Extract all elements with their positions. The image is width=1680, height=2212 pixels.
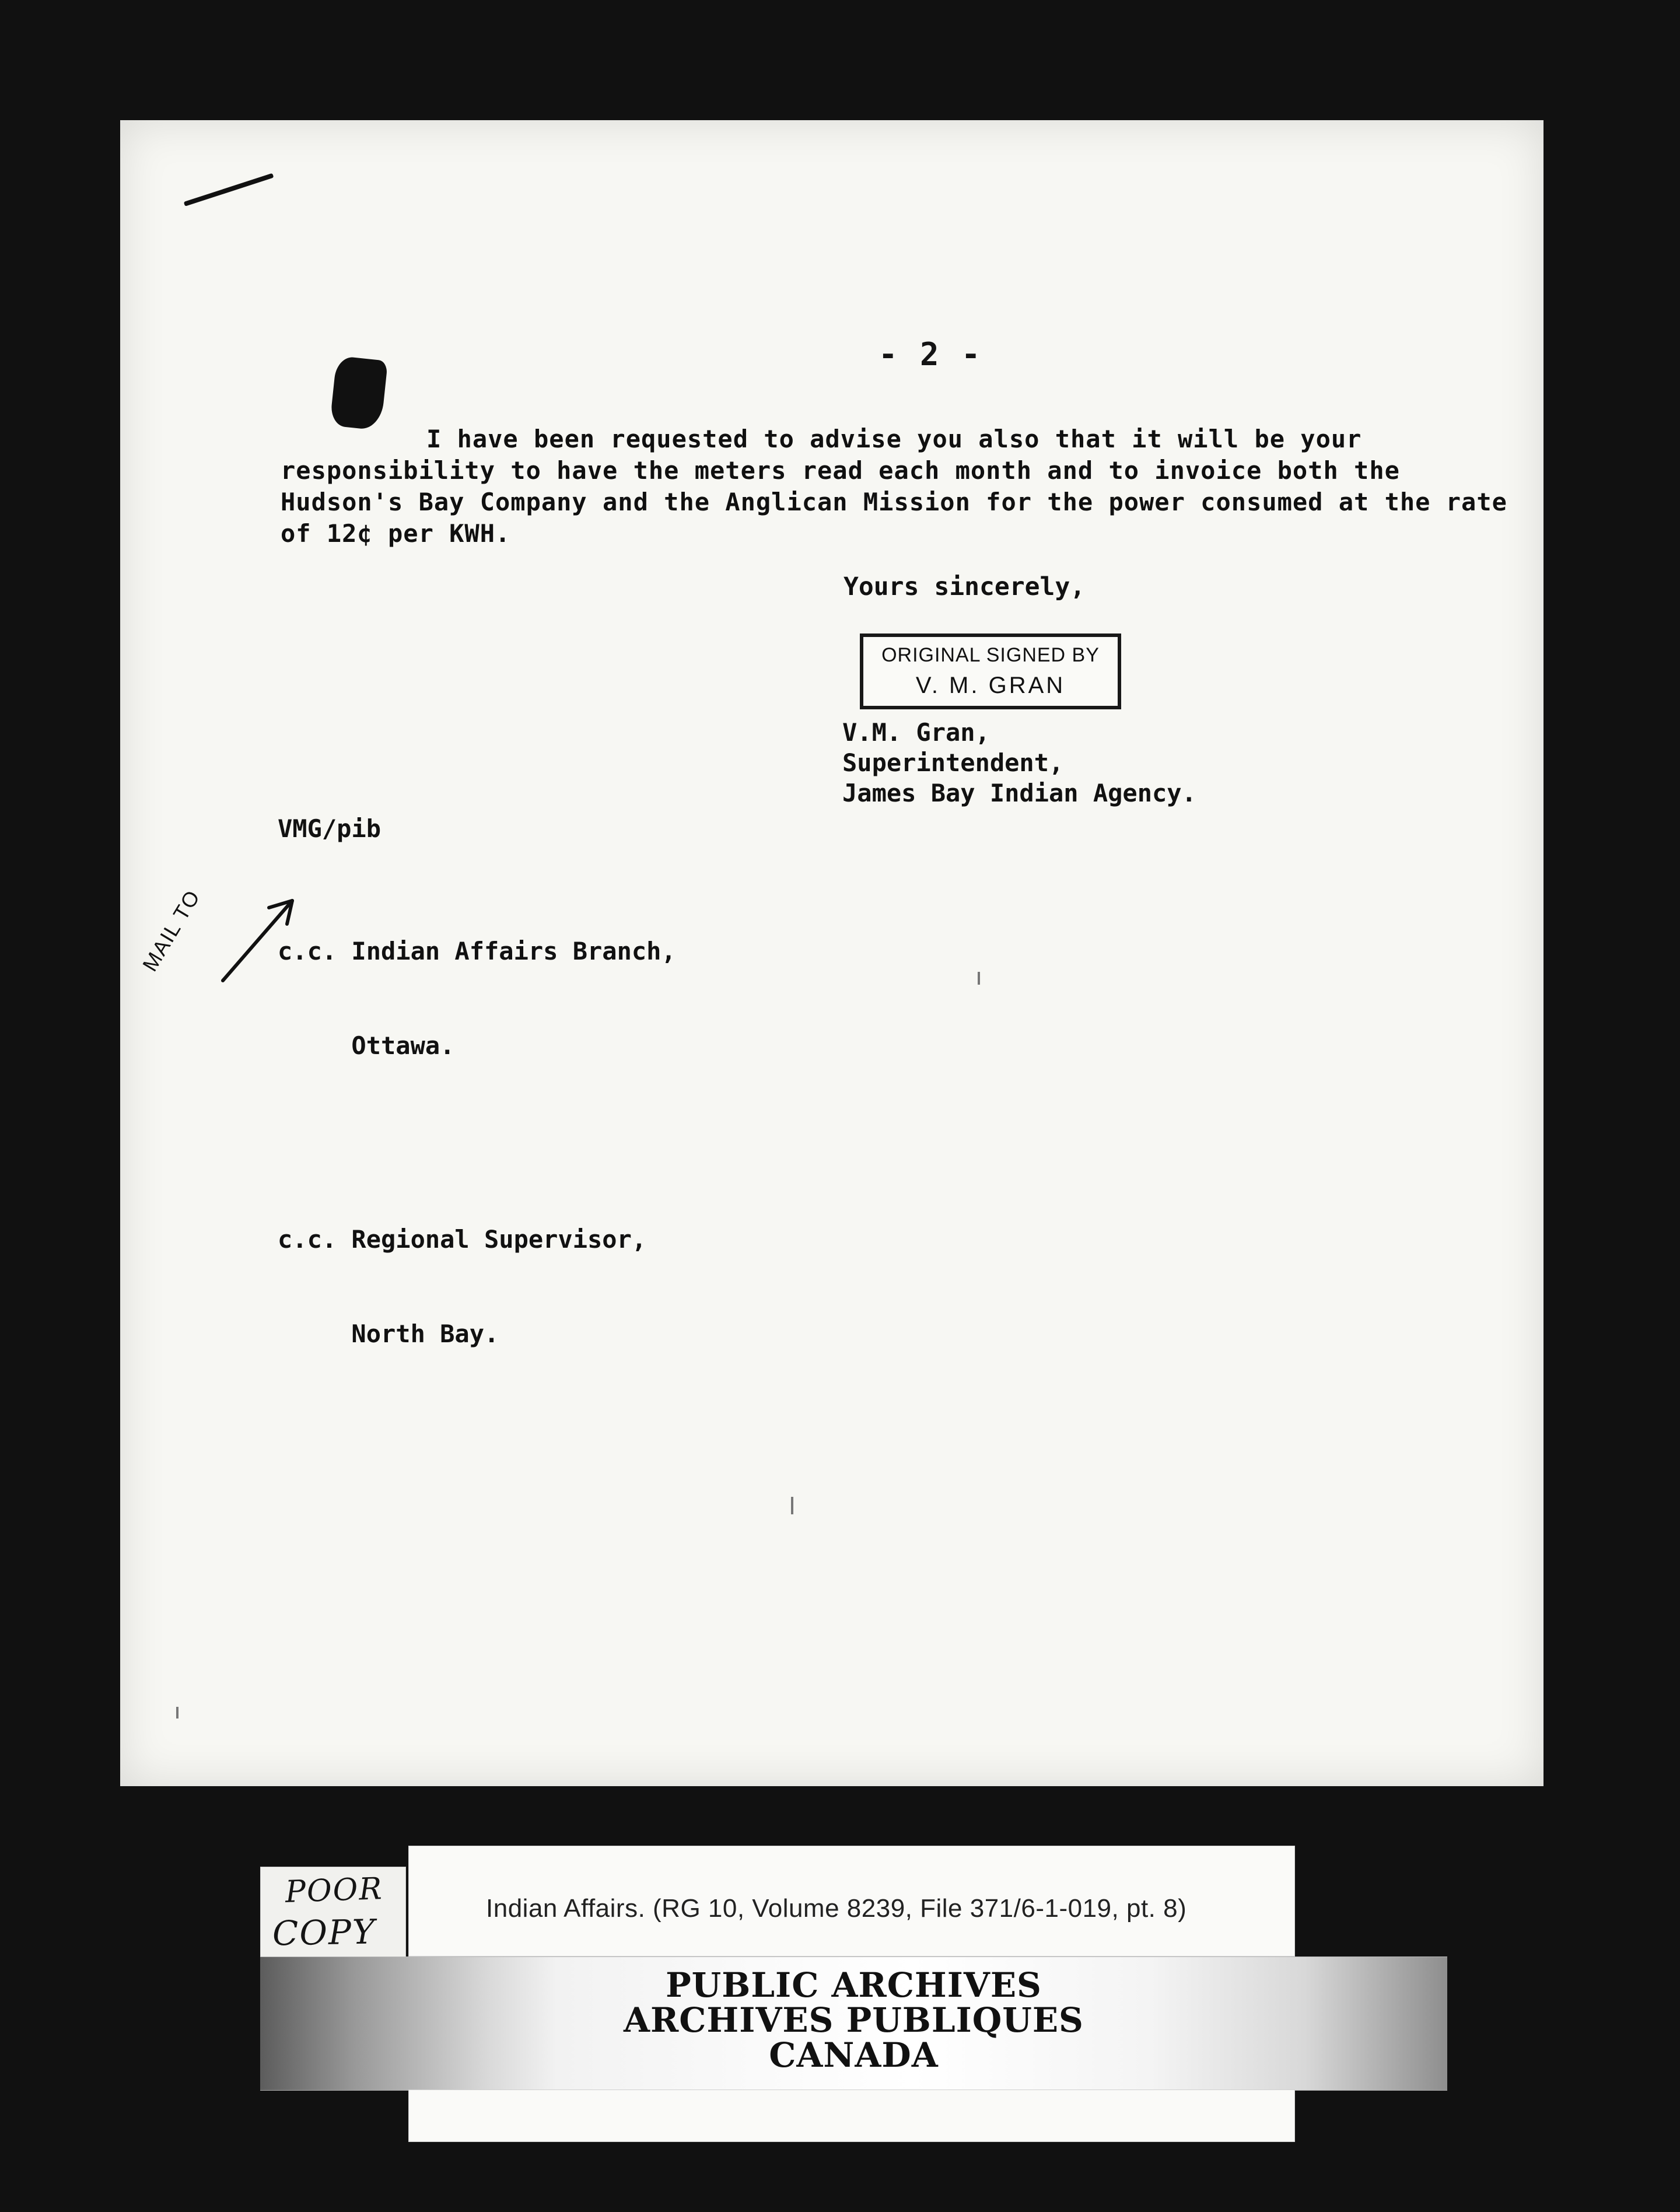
- poor-copy-line-1: POOR: [285, 1871, 384, 1910]
- carbon-copy-list: [278, 873, 676, 1449]
- cc-line: Ottawa.: [278, 1031, 455, 1060]
- signer-name: V.M. Gran,: [842, 718, 990, 747]
- mail-to-annotation: MAIL TO: [138, 885, 205, 976]
- signature-stamp: [860, 634, 1121, 709]
- stamp-line-original-signed: ORIGINAL SIGNED BY: [881, 644, 1100, 666]
- stamp-line-name: V. M. GRAN: [915, 673, 1066, 698]
- archive-name-line-3: CANADA: [769, 2035, 939, 2075]
- scan-speck: [791, 1497, 793, 1514]
- citation-text: Indian Affairs. (RG 10, Volume 8239, File 371/6-1-019, pt. 8): [486, 1894, 1187, 1923]
- signer-title: Superintendent,: [842, 748, 1064, 777]
- citation-strip: [408, 1846, 1295, 1957]
- ink-blot: [330, 356, 388, 431]
- cc-entry-regional-supervisor: [278, 1161, 676, 1413]
- cc-line: c.c. Regional Supervisor,: [278, 1225, 647, 1254]
- closing-line: Yours sincerely,: [844, 572, 1086, 601]
- cc-line: c.c. Indian Affairs Branch,: [278, 937, 676, 965]
- cc-entry-indian-affairs: [278, 873, 676, 1125]
- archive-name-line-2: ARCHIVES PUBLIQUES: [624, 2000, 1084, 2040]
- cc-line: North Bay.: [278, 1320, 499, 1348]
- page-number: - 2 -: [878, 336, 982, 373]
- archive-name: [260, 1965, 1447, 2075]
- poor-copy-line-2: COPY: [272, 1912, 376, 1954]
- archive-name-line-1: PUBLIC ARCHIVES: [666, 1965, 1042, 2005]
- poor-copy-label: [260, 1867, 406, 1960]
- scan-speck: [978, 972, 980, 985]
- document-page: [120, 120, 1544, 1786]
- reference-initials: VMG/pib: [278, 814, 382, 843]
- handwritten-arrow-icon: [208, 873, 313, 1001]
- label-base-strip: [408, 2090, 1295, 2142]
- ink-stroke-mark: [184, 173, 274, 206]
- public-archives-strip: [260, 1957, 1447, 2091]
- body-paragraph: I have been requested to advise you also that it will be your responsibility to have the meters read each month and to invoice both the Hudson's Bay Company and the Anglican Mission for the power consumed at the rate of 12¢ per KWH.: [281, 425, 1507, 548]
- archive-label-group: [260, 1846, 1468, 2178]
- signer-agency: James Bay Indian Agency.: [842, 779, 1196, 807]
- signature-block: [842, 718, 1196, 808]
- scan-speck: [176, 1707, 178, 1718]
